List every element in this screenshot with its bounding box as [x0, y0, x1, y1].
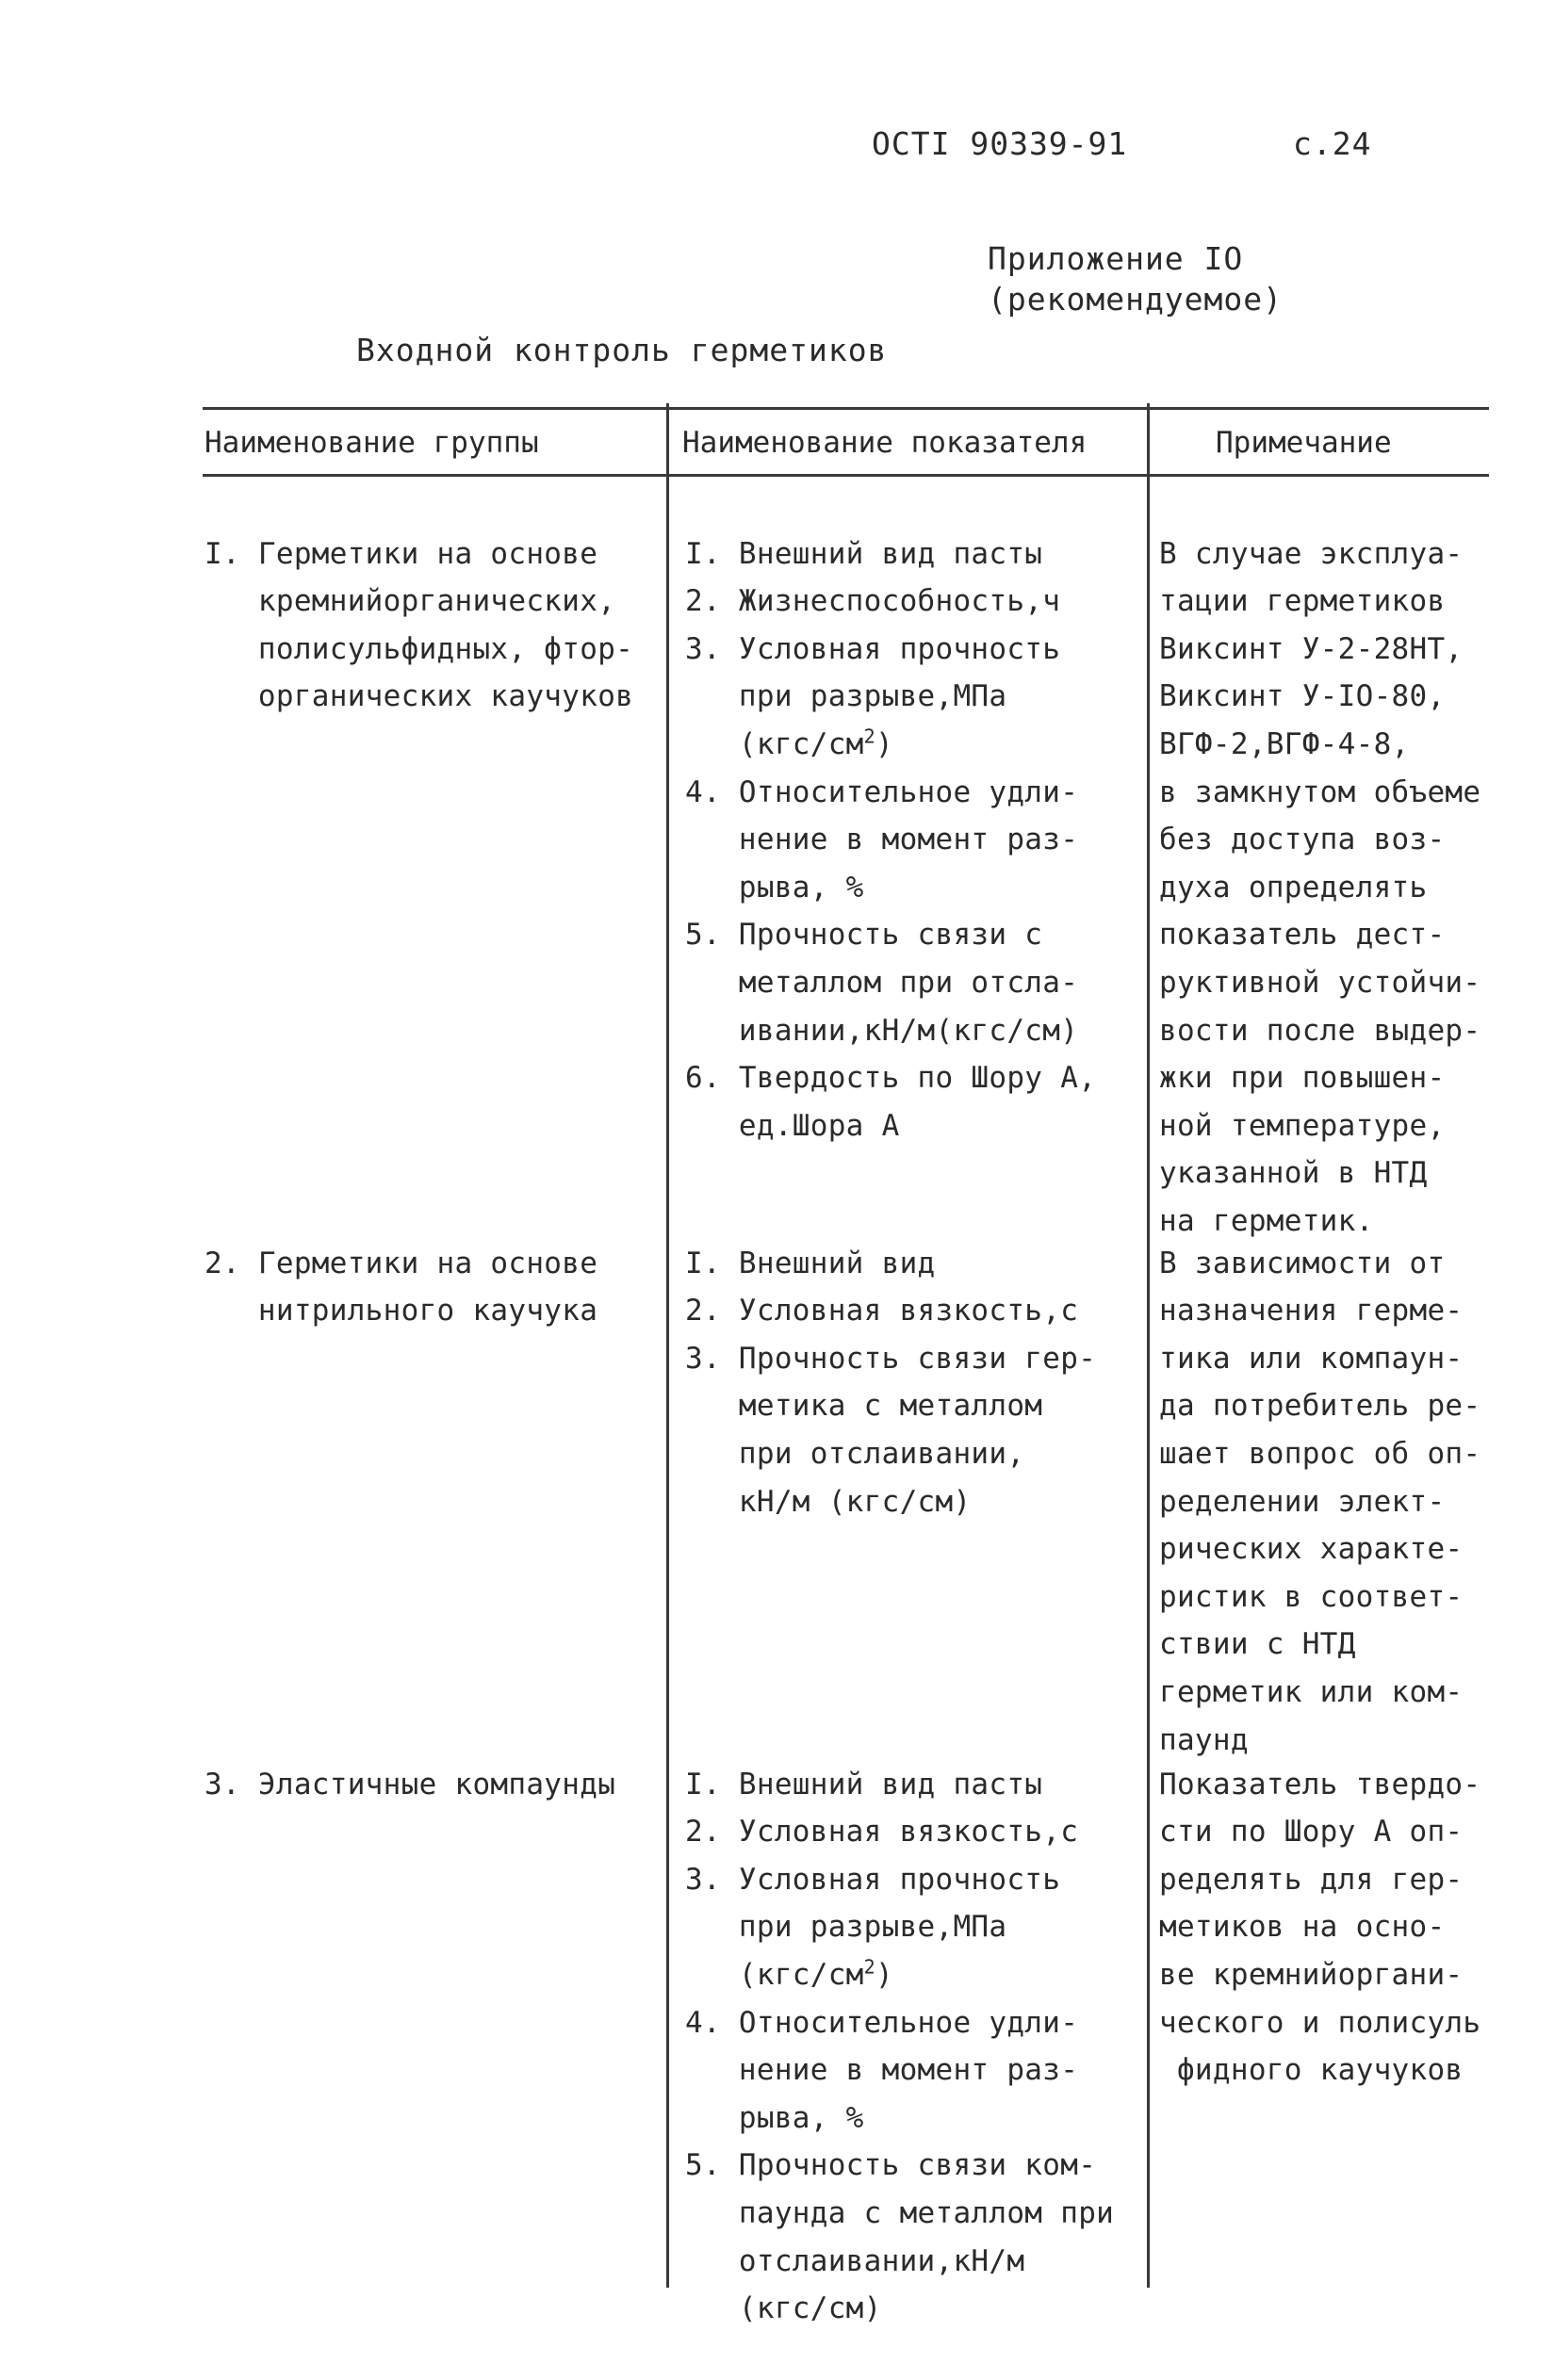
- row-3-indicators: I. Внешний вид пасты 2. Условная вязкость,с 3. Условная прочность при разрыве,МПа $(кгс/см^2)$ 4. Относительное удли- нение в момент раз- рыва, % 5. Прочность связи ком- паунда с металлом при отслаивании,кН/м (кгс/см): [685, 1767, 1115, 2326]
- column-divider-2: [1147, 403, 1150, 2288]
- column-header-group: Наименование группы: [204, 426, 539, 460]
- appendix-title: Приложение IO: [988, 240, 1244, 277]
- row-2-note: В зависимости от назначения герме- тика или компаун- да потребитель ре- шает вопрос об оп- ределении элект- рических характе- ристик в соответ- ствии с НТД герметик или ком- паунд: [1159, 1246, 1481, 1757]
- row-3-group: 3. Эластичные компаунды: [204, 1767, 616, 1801]
- table-title: Входной контроль герметиков: [356, 332, 888, 368]
- row-1-note: В случае эксплуа- тации герметиков Виксинт У-2-28НТ, Виксинт У-IO-80, ВГФ-2,ВГФ-4-8, в замкнутом объеме без доступа воз- духа определять показатель дест- руктивной устойчи- вости после выдер- жки при повышен- ной температуре, указанной в НТД на герметик.: [1159, 536, 1481, 1238]
- row-1-indicators: I. Внешний вид пасты 2. Жизнеспособность,ч 3. Условная прочность при разрыве,МПа $(кгс/см^2)$ 4. Относительное удли- нение в момент раз- рыва, % 5. Прочность связи с металлом при отсла- ивании,кН/м(кгс/см) 6. Твердость по Шору А, ед.Шора А: [685, 536, 1097, 1143]
- table-top-rule: [203, 407, 1489, 410]
- table-header-rule: [203, 474, 1489, 477]
- column-header-indicator: Наименование показателя: [682, 426, 1088, 460]
- column-divider-1: [666, 403, 669, 2288]
- page-number: с.24: [1293, 125, 1372, 162]
- row-1-group: I. Герметики на основе кремнийорганических, полисульфидных, фтор- органических каучуков: [204, 536, 634, 714]
- row-2-group: 2. Герметики на основе нитрильного каучука: [204, 1246, 598, 1329]
- row-2-indicators: I. Внешний вид 2. Условная вязкость,с 3. Прочность связи гер- метика с металлом при отслаивании, кН/м (кгс/см): [685, 1246, 1097, 1519]
- document-code: ОСТI 90339-91: [872, 125, 1128, 162]
- appendix-type: (рекомендуемое): [988, 281, 1284, 318]
- column-header-note: Примечание: [1216, 426, 1392, 460]
- row-3-note: Показатель твердо- сти по Шору А оп- ределять для гер- метиков на осно- ве кремнийоргани- ческого и полисуль фидного каучуков: [1159, 1767, 1481, 2088]
